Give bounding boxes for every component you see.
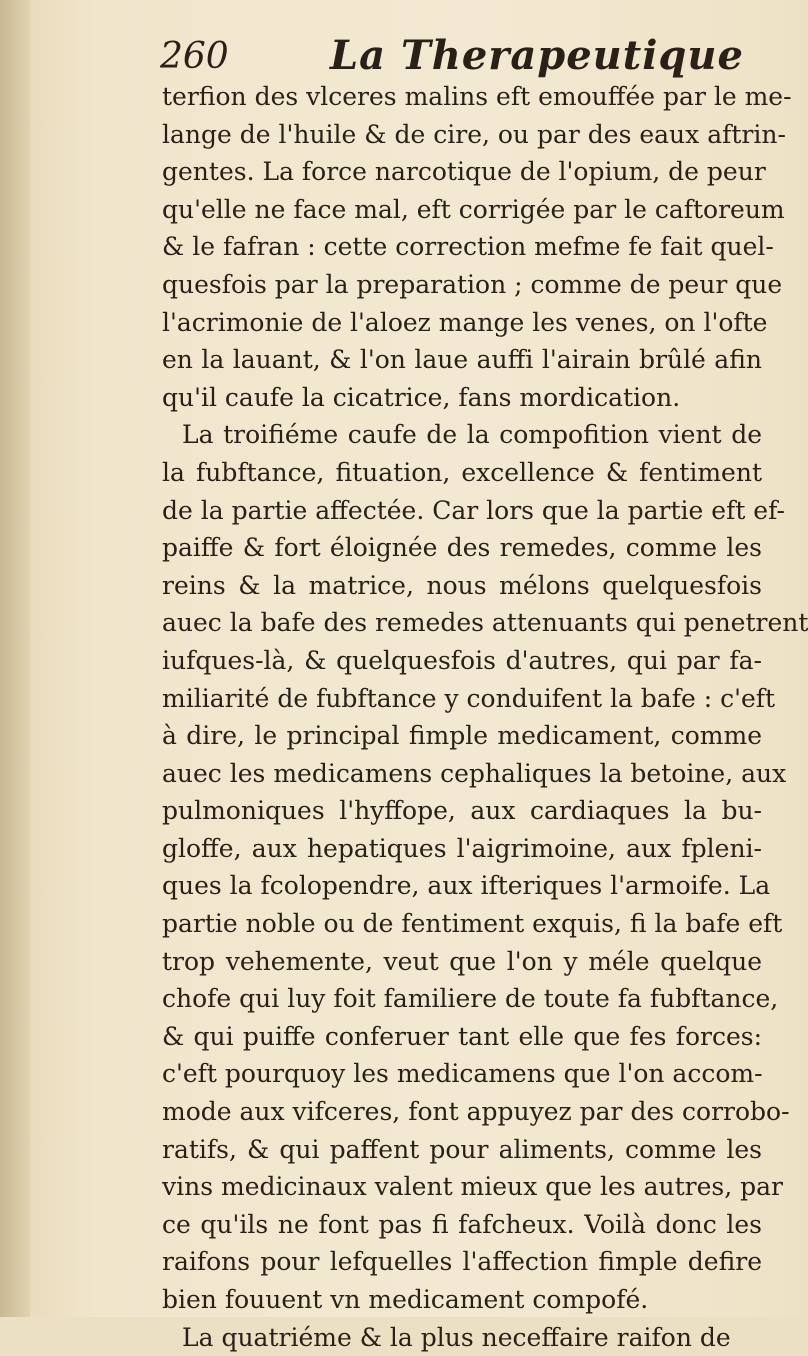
text-line: vins medicinaux valent mieux que les autres, par [162,1172,783,1202]
text-line: qu'il caufe la cicatrice, fans mordication. [162,382,681,412]
text-line: pulmoniques l'hyffope, aux cardiaques la bu- [162,796,762,826]
text-line: gloffe, aux hepatiques l'aigrimoine, aux fpleni- [162,833,762,863]
text-line: la fubftance, fituation, excellence & fentiment [162,457,762,487]
text-line: gentes. La force narcotique de l'opium, de peur [162,157,766,187]
text-line: qu'elle ne face mal, eft corrigée par le caftoreum [162,194,785,224]
text-line: partie noble ou de fentiment exquis, fi la bafe eft [162,909,783,939]
text-line: miliarité de fubftance y conduifent la bafe : c'eft [162,683,776,713]
page-binding-edge [0,0,30,1317]
text-line: l'acrimonie de l'aloez mange les venes, on l'ofte [162,307,768,337]
text-line: auec les medicamens cephaliques la betoine, aux [162,758,787,788]
text-line: iufques-là, & quelquesfois d'autres, qui par fa- [162,645,762,675]
text-line: bien fouuent vn medicament compofé. [162,1285,649,1314]
text-line: ques la fcolopendre, aux ifteriques l'armoife. La [162,871,771,901]
text-line: trop vehemente, veut que l'on y méle quelque [162,946,762,976]
text-line: de la partie affectée. Car lors que la partie eft ef- [162,495,785,525]
text-line: quesfois par la preparation ; comme de peur que [162,269,783,299]
text-line: lange de l'huile & de cire, ou par des eaux aftrin- [162,119,786,149]
text-line: & le fafran : cette correction mefme fe fait quel- [162,232,774,262]
running-title: La Therapeutique [330,32,744,79]
text-line: raifons pour lefquelles l'affection fimple defire [162,1247,762,1277]
text-line: reins & la matrice, nous mélons quelquesfois [162,570,762,600]
text-line: auec la bafe des remedes attenuants qui penetrent [162,608,808,638]
text-line: mode aux vifceres, font appuyez par des corrobo- [162,1097,790,1127]
text-line: terfion des vlceres malins eft emouffée par le me- [162,82,792,111]
paragraph-start-line: La troifiéme caufe de la compofition vient de [182,420,762,450]
body-text [162,78,808,1356]
paragraph-start-line: La quatriéme & la plus neceffaire raifon de [182,1322,731,1352]
text-line: & qui puiffe conferuer tant elle que fes forces: [162,1021,762,1051]
text-line: paiffe & fort éloignée des remedes, comme les [162,533,762,563]
text-line: chofe qui luy foit familiere de toute fa fubftance, [162,984,779,1014]
text-line: en la lauant, & l'on laue auffi l'airain brûlé afin [162,345,762,375]
text-line: à dire, le principal fimple medicament, comme [162,721,762,751]
text-line: ratifs, & qui paffent pour aliments, comme les [162,1134,762,1164]
text-line: ce qu'ils ne font pas fi fafcheux. Voilà donc les [162,1209,762,1239]
page-number: 260 [160,36,229,77]
text-line: c'eft pourquoy les medicamens que l'on accom- [162,1059,763,1089]
